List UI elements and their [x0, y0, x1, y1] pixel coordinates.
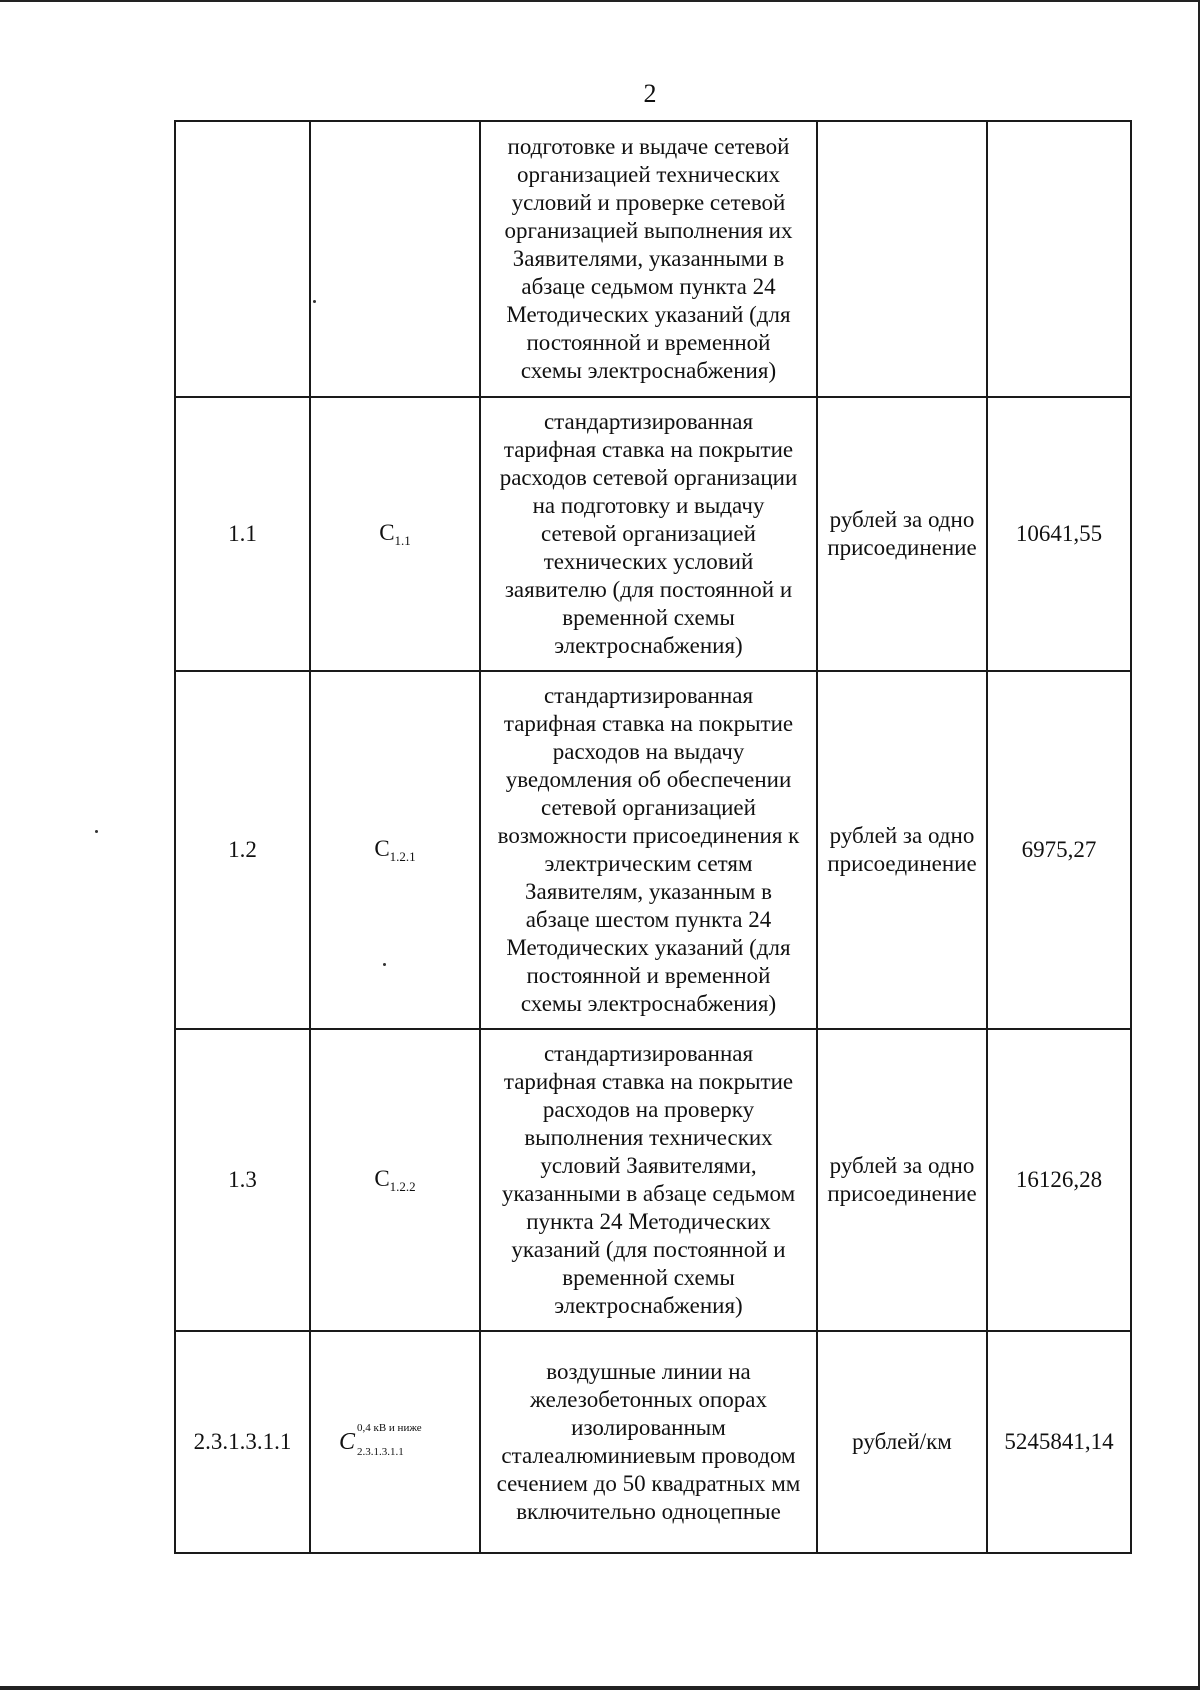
cell-value: 16126,28 [987, 1029, 1131, 1331]
symbol-letter: C [338, 1429, 355, 1455]
cell-item-number: 1.3 [175, 1029, 310, 1331]
cell-value [987, 121, 1131, 397]
cell-description: воздушные линии на железобетонных опорах изолированным сталеалюминиевым проводом сечением до 50 квадратных мм включительно одноцепные [480, 1331, 817, 1553]
cell-unit [817, 121, 987, 397]
cell-item-number: 1.2 [175, 671, 310, 1029]
symbol-subscript: 1.1 [394, 532, 411, 548]
scan-speck [95, 830, 98, 833]
cell-description: подготовке и выдаче сетевой организацией технических условий и проверке сетевой организацией выполнения их Заявителями, указанными в абзаце седьмом пункта 24 Методических указаний (для постоянной и временной схемы электроснабжения) [480, 121, 817, 397]
symbol-letter: C [374, 835, 390, 861]
cell-value: 5245841,14 [987, 1331, 1131, 1553]
cell-symbol [310, 121, 480, 397]
symbol-letter: C [374, 1165, 390, 1191]
cell-description: стандартизированная тарифная ставка на покрытие расходов на выдачу уведомления об обеспечении сетевой организацией возможности присоединения к электрическим сетям Заявителям, указанным в абзаце шестом пункта 24 Методических указаний (для постоянной и временной схемы электроснабжения) [480, 671, 817, 1029]
cell-item-number [175, 121, 310, 397]
table-row [175, 1029, 1131, 1331]
cell-description: стандартизированная тарифная ставка на покрытие расходов сетевой организации на подготовку и выдачу сетевой организацией технических условий заявителю (для постоянной и временной схемы электроснабжения) [480, 397, 817, 671]
cell-item-number: 2.3.1.3.1.1 [175, 1331, 310, 1553]
cell-symbol [310, 1029, 480, 1331]
cell-symbol [310, 671, 480, 1029]
symbol-subscript: 2.3.1.3.1.1 [356, 1446, 404, 1458]
scan-edge-bottom [0, 1686, 1200, 1690]
cell-value: 6975,27 [987, 671, 1131, 1029]
cell-unit: рублей/км [817, 1331, 987, 1553]
cell-item-number: 1.1 [175, 397, 310, 671]
cell-unit: рублей за одно присоединение [817, 397, 987, 671]
cell-unit: рублей за одно присоединение [817, 1029, 987, 1331]
scan-edge-top [0, 0, 1200, 2]
page-number: 2 [643, 79, 657, 108]
symbol-superscript: 0,4 кВ и ниже [356, 1422, 422, 1434]
cell-value: 10641,55 [987, 397, 1131, 671]
symbol-letter: C [379, 519, 395, 545]
symbol-formula [338, 1422, 451, 1458]
cell-symbol [310, 397, 480, 671]
symbol-subscript: 1.2.2 [389, 1178, 416, 1194]
cell-symbol [310, 1331, 480, 1553]
cell-unit: рублей за одно присоединение [817, 671, 987, 1029]
cell-description: стандартизированная тарифная ставка на покрытие расходов на проверку выполнения технических условий Заявителями, указанными в абзаце седьмом пункта 24 Методических указаний (для постоянной и временной схемы электроснабжения) [480, 1029, 817, 1331]
table-row [175, 397, 1131, 671]
table-row [175, 121, 1131, 397]
table-row [175, 1331, 1131, 1553]
symbol-subscript: 1.2.1 [389, 848, 416, 864]
table-row [175, 671, 1131, 1029]
tariff-table [174, 120, 1132, 1554]
